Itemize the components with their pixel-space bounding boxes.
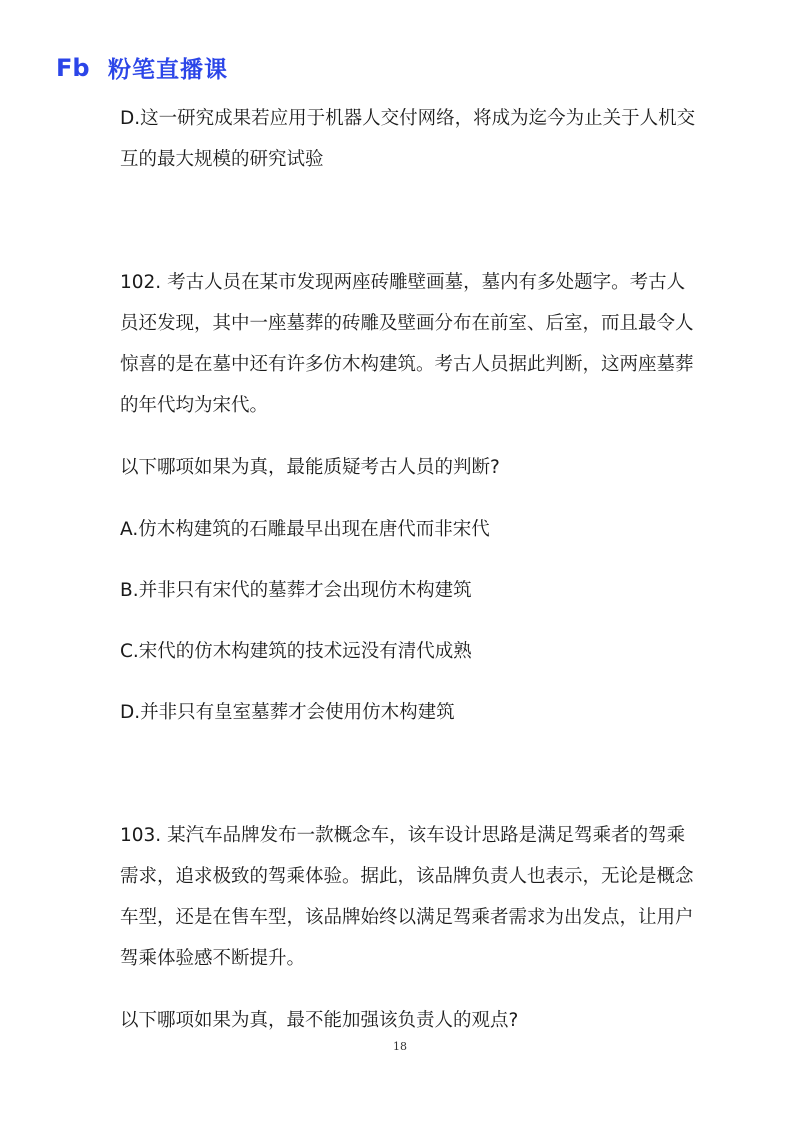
q103-stem-line1: 103. 某汽车品牌发布一款概念车，该车设计思路是满足驾乘者的驾乘 xyxy=(120,825,686,846)
q102-option-d: D.并非只有皇室墓葬才会使用仿木构建筑 xyxy=(120,702,455,723)
q101-option-d-line1: D.这一研究成果若应用于机器人交付网络，将成为迄今为止关于人机交 xyxy=(120,108,696,129)
fb-logo-icon xyxy=(56,54,100,80)
brand-name: 粉笔直播课 xyxy=(108,56,228,83)
q102-stem-line1: 102. 考古人员在某市发现两座砖雕壁画墓，墓内有多处题字。考古人 xyxy=(120,272,686,293)
q102-stem-line4: 的年代均为宋代。 xyxy=(120,395,269,416)
q102-option-c: C.宋代的仿木构建筑的技术远没有清代成熟 xyxy=(120,641,472,662)
q102-option-a: A.仿木构建筑的石雕最早出现在唐代而非宋代 xyxy=(120,519,490,540)
svg-text:Fb: Fb xyxy=(56,54,90,80)
page-header xyxy=(56,50,228,84)
page-number: 18 xyxy=(393,1040,407,1053)
q103-stem-line4: 驾乘体验感不断提升。 xyxy=(120,948,306,969)
q102-option-b: B.并非只有宋代的墓葬才会出现仿木构建筑 xyxy=(120,580,472,601)
q102-question: 以下哪项如果为真，最能质疑考古人员的判断? xyxy=(120,457,500,478)
q103-stem-line3: 车型，还是在售车型，该品牌始终以满足驾乘者需求为出发点，让用户 xyxy=(120,907,694,928)
q102-stem-line2: 员还发现，其中一座墓葬的砖雕及壁画分布在前室、后室，而且最令人 xyxy=(120,313,694,334)
q103-question: 以下哪项如果为真，最不能加强该负责人的观点? xyxy=(120,1010,519,1031)
q101-option-d-line2: 互的最大规模的研究试验 xyxy=(120,149,324,170)
q103-stem-line2: 需求，追求极致的驾乘体验。据此，该品牌负责人也表示，无论是概念 xyxy=(120,866,694,887)
q102-stem-line3: 惊喜的是在墓中还有许多仿木构建筑。考古人员据此判断，这两座墓葬 xyxy=(120,354,694,375)
